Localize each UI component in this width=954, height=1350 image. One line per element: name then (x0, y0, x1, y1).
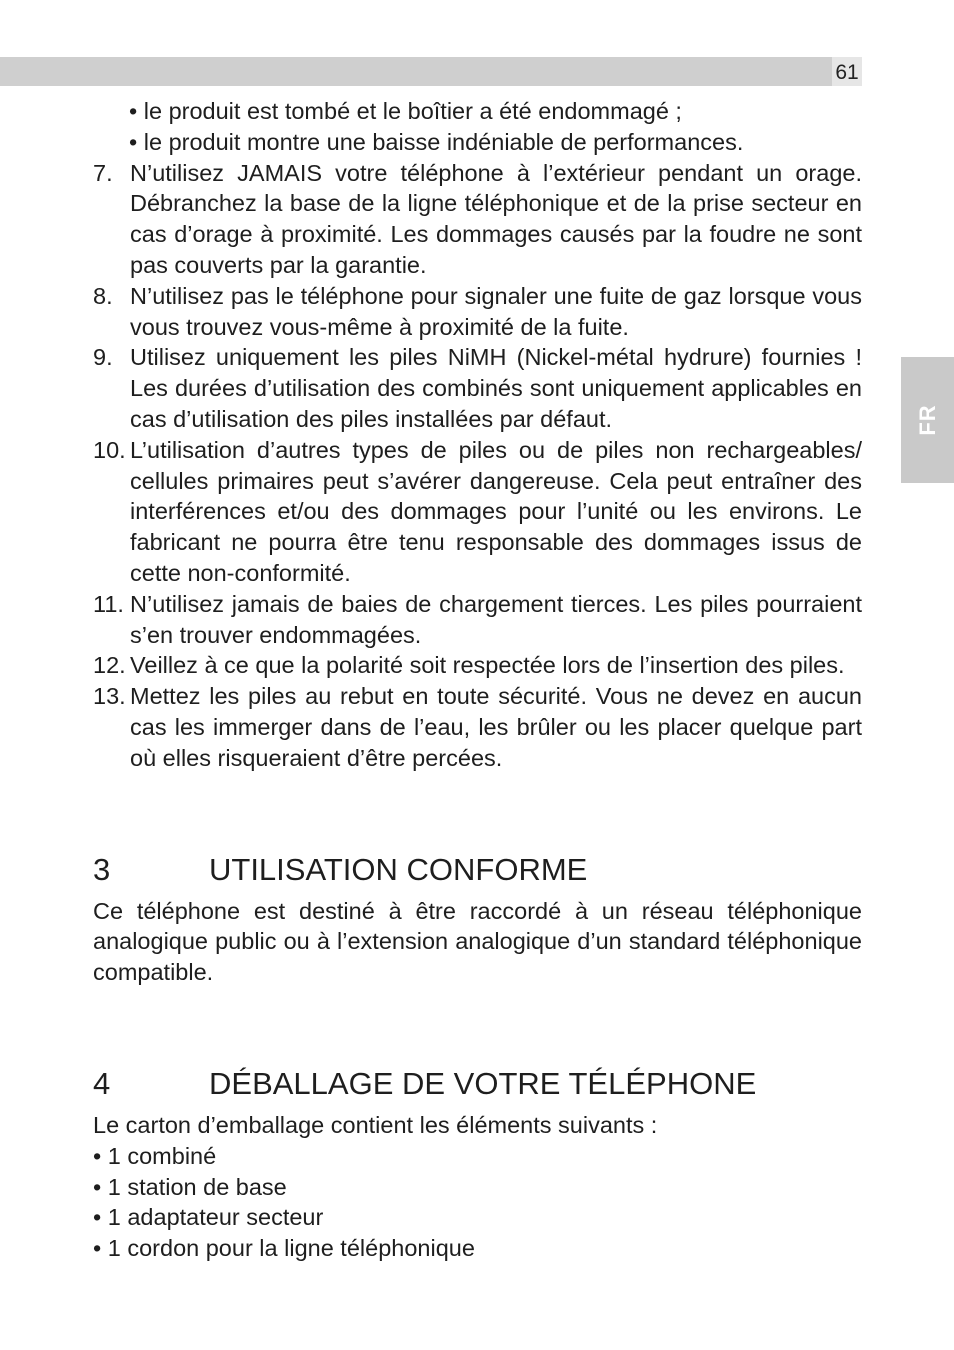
page-number: 61 (832, 57, 862, 86)
section-title: UTILISATION CONFORME (209, 851, 588, 887)
section-number: 3 (93, 851, 111, 887)
section-heading-3 (93, 850, 862, 890)
page-content (93, 96, 862, 1264)
list-item-number: 11. (93, 590, 124, 617)
section-intro: Le carton d’emballage contient les éléments suivants : (93, 1111, 658, 1138)
list-item-text: Utilisez uniquement les piles NiMH (Nickel-métal hydrure) fournies ! Les durées d’utilisation des combinés sont uniquement applicables en cas d’utilisation des piles installées par défaut. (130, 344, 862, 432)
package-item: • 1 cordon pour la ligne téléphonique (93, 1235, 475, 1262)
list-item-number: 7. (93, 159, 113, 186)
section-title: DÉBALLAGE DE VOTRE TÉLÉPHONE (209, 1065, 757, 1101)
list-item-text: L’utilisation d’autres types de piles ou de piles non rechargeables/ cellules primaires peut s’avérer dangereuse. Cela peut entraîner des interférences et/ou des dommages pour l’unité ou les environs. Le fabricant ne pourra être tenu responsable des dommages issus de cette non-conformité. (130, 436, 862, 586)
package-item: • 1 adaptateur secteur (93, 1204, 324, 1231)
language-tab (901, 357, 954, 483)
section-number: 4 (93, 1065, 111, 1101)
list-item-text: N’utilisez pas le téléphone pour signaler une fuite de gaz lorsque vous vous trouvez vous-même à proximité de la fuite. (130, 282, 862, 340)
list-item-text: N’utilisez JAMAIS votre téléphone à l’extérieur pendant un orage. Débranchez la base de la ligne téléphonique et de la prise secteur en cas d’orage à proximité. Les dommages causés par la foudre ne sont pas couverts par la garantie. (130, 159, 862, 278)
list-item-text: Mettez les piles au rebut en toute sécurité. Vous ne devez en aucun cas les immerger dans de l’eau, les brûler ou les placer quelque part où elles risqueraient d’être percées. (130, 683, 862, 771)
list-item-number: 13. (93, 683, 126, 710)
list-item-number: 9. (93, 344, 113, 371)
list-item-number: 10. (93, 436, 126, 463)
section-body: Ce téléphone est destiné à être raccordé à un réseau téléphonique analogique public ou à l’extension analogique d’un standard téléphonique compatible. (93, 897, 862, 986)
list-item-text: Veillez à ce que la polarité soit respectée lors de l’insertion des piles. (130, 652, 845, 679)
sub-bullet: • le produit est tombé et le boîtier a été endommagé ; (129, 98, 682, 124)
package-item: • 1 combiné (93, 1142, 217, 1169)
list-item (93, 342, 862, 434)
list-item (93, 681, 862, 773)
header-bar (0, 57, 832, 86)
sub-bullet: • le produit montre une baisse indéniable de performances. (129, 128, 744, 155)
list-item-number: 12. (93, 652, 126, 679)
section-heading-4 (93, 1064, 862, 1104)
list-item-number: 8. (93, 282, 113, 309)
list-item (93, 589, 862, 651)
package-item: • 1 station de base (93, 1173, 287, 1200)
list-item (93, 158, 862, 281)
list-item-text: N’utilisez jamais de baies de chargement tierces. Les piles pourraient s’en trouver endommagées. (130, 590, 862, 648)
list-item (93, 435, 862, 589)
list-item (93, 281, 862, 343)
language-tab-label: FR (914, 404, 940, 436)
list-item (93, 650, 862, 681)
